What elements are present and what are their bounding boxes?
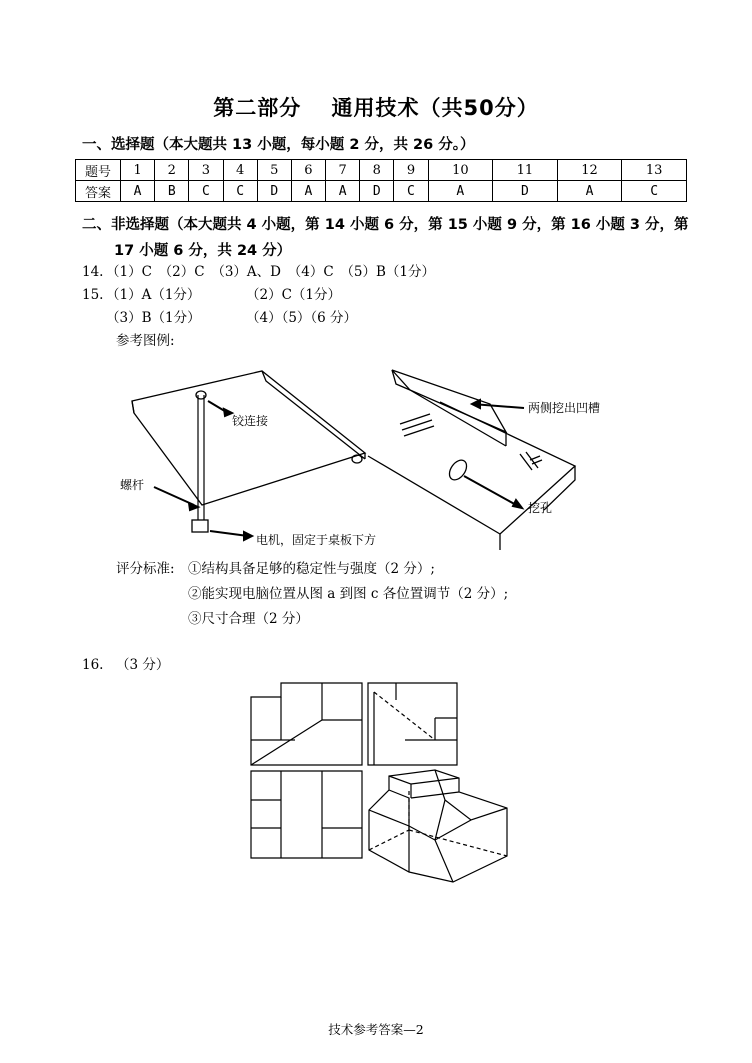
question-number-cell: 4 [223, 160, 257, 181]
scoring-item-2: ②能实现电脑位置从图 a 到图 c 各位置调节（2 分）; [188, 586, 509, 602]
desk-cutaway-drawing [360, 360, 660, 550]
section2-heading-line1: 二、非选择题（本大题共 4 小题，第 14 小题 6 分，第 15 小题 9 分，第 16 小题 3 分，第 [82, 217, 689, 233]
question-number-cell: 3 [189, 160, 223, 181]
answer-cell: A [428, 181, 493, 202]
q15-answer-3: （3）B（1分） [106, 310, 201, 326]
section1-heading: 一、选择题（本大题共 13 小题，每小题 2 分，共 26 分。） [82, 137, 475, 153]
label-hole: 挖孔 [528, 501, 553, 515]
scoring-item-3: ③尺寸合理（2 分） [188, 611, 309, 627]
label-screw: 螺杆 [120, 478, 145, 492]
question-number-cell: 7 [326, 160, 360, 181]
page-title: 第二部分 通用技术（共50分） [213, 96, 539, 120]
answer-cell: A [121, 181, 155, 202]
three-view-drawing [245, 680, 525, 895]
answer-cell: D [493, 181, 558, 202]
scoring-item-1: ①结构具备足够的稳定性与强度（2 分）; [188, 561, 435, 577]
answer-cell: A [291, 181, 325, 202]
question-number-cell: 5 [257, 160, 291, 181]
question-number-cell: 6 [291, 160, 325, 181]
desk-mechanism-drawing [120, 355, 390, 550]
isometric-view [369, 770, 507, 882]
section2-heading-line2: 17 小题 6 分，共 24 分） [114, 243, 292, 259]
answer-cell: C [622, 181, 687, 202]
question-number-cell: 12 [557, 160, 622, 181]
question-number-cell: 2 [155, 160, 189, 181]
q15-number: 15. [82, 287, 104, 303]
answer-cell: A [326, 181, 360, 202]
table-row-label: 答案 [76, 181, 121, 202]
table-row-label: 题号 [76, 160, 121, 181]
answer-cell: A [557, 181, 622, 202]
question-number-cell: 13 [622, 160, 687, 181]
side-view [368, 683, 457, 765]
answer-cell: B [155, 181, 189, 202]
answer-cell: C [394, 181, 428, 202]
figure-label: 参考图例: [116, 333, 175, 349]
scoring-label: 评分标准: [116, 561, 175, 577]
front-view [251, 683, 362, 765]
q15-answer-2: （2）C（1分） [246, 287, 342, 303]
answer-table [75, 159, 687, 202]
answer-cell: C [223, 181, 257, 202]
answer-cell: C [189, 181, 223, 202]
q16-number: 16. [82, 657, 104, 673]
question-number-cell: 9 [394, 160, 428, 181]
page-footer: 技术参考答案—2 [328, 1022, 424, 1037]
q14-number: 14. [82, 264, 104, 280]
q15-answer-456: （4）（5）（6 分） [246, 310, 358, 326]
question-number-cell: 8 [360, 160, 394, 181]
question-number-cell: 10 [428, 160, 493, 181]
q15-answer-1: （1）A（1分） [106, 287, 201, 303]
question-number-cell: 1 [121, 160, 155, 181]
label-groove: 两侧挖出凹槽 [528, 401, 601, 415]
label-hinge: 铰连接 [232, 414, 269, 428]
q16-score: （3 分） [116, 657, 170, 673]
answer-cell: D [257, 181, 291, 202]
desk-board-outline [132, 371, 365, 505]
answer-cell: D [360, 181, 394, 202]
top-view [251, 771, 362, 858]
q14-answer: （1）C （2）C （3）A、D （4）C （5）B（1分） [106, 264, 436, 280]
question-number-cell: 11 [493, 160, 558, 181]
label-motor: 电机，固定于桌板下方 [256, 533, 377, 547]
